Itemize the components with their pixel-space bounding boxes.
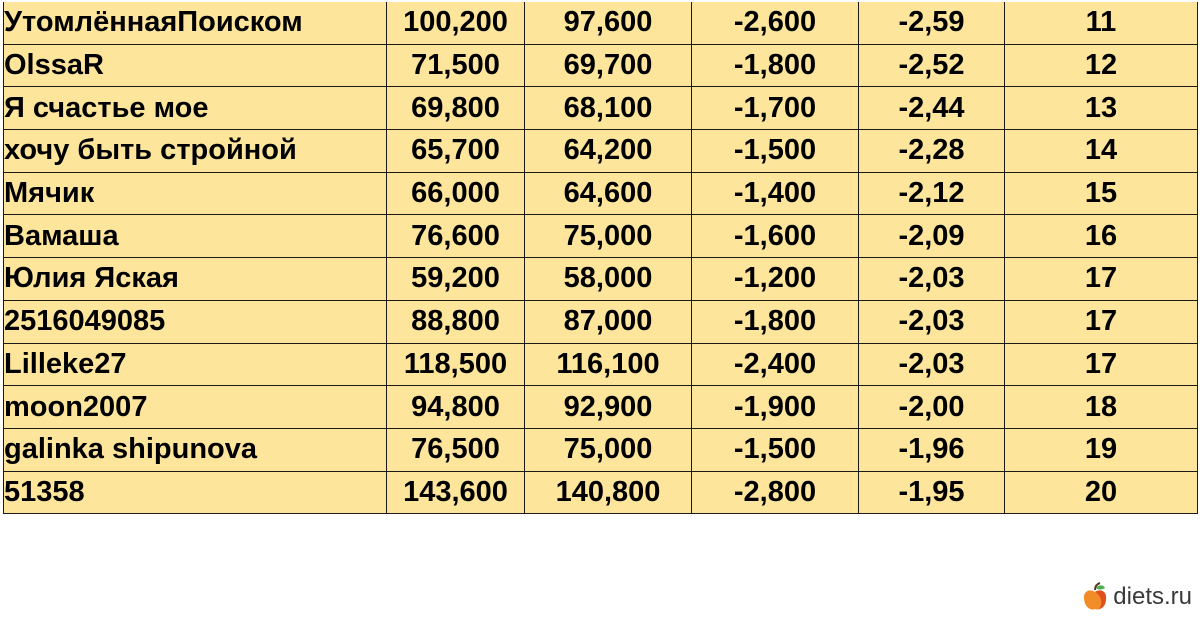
cell-name: 2516049085 — [4, 300, 387, 343]
table-row — [4, 428, 1198, 471]
cell-name: galinka shipunova — [4, 428, 387, 471]
cell-name: moon2007 — [4, 386, 387, 429]
table-row — [4, 44, 1198, 87]
cell-difference: -1,400 — [692, 172, 859, 215]
table-row — [4, 471, 1198, 514]
cell-difference: -1,800 — [692, 44, 859, 87]
cell-current-weight: 92,900 — [525, 386, 692, 429]
cell-current-weight: 97,600 — [525, 2, 692, 44]
cell-start-weight: 71,500 — [387, 44, 525, 87]
cell-rank: 17 — [1005, 258, 1198, 301]
cell-start-weight: 94,800 — [387, 386, 525, 429]
cell-name: Я счастье мое — [4, 87, 387, 130]
cell-difference-percent: -2,12 — [859, 172, 1005, 215]
table-row — [4, 300, 1198, 343]
cell-difference-percent: -2,03 — [859, 343, 1005, 386]
cell-rank: 14 — [1005, 130, 1198, 173]
cell-rank: 15 — [1005, 172, 1198, 215]
cell-difference: -2,600 — [692, 2, 859, 44]
cell-start-weight: 65,700 — [387, 130, 525, 173]
cell-difference-percent: -2,03 — [859, 300, 1005, 343]
cell-start-weight: 100,200 — [387, 2, 525, 44]
cell-current-weight: 75,000 — [525, 428, 692, 471]
logo-text: diets.ru — [1113, 583, 1192, 610]
cell-current-weight: 64,200 — [525, 130, 692, 173]
cell-current-weight: 75,000 — [525, 215, 692, 258]
diets-logo — [1081, 582, 1192, 612]
cell-difference: -2,800 — [692, 471, 859, 514]
cell-rank: 16 — [1005, 215, 1198, 258]
cell-start-weight: 118,500 — [387, 343, 525, 386]
cell-rank: 18 — [1005, 386, 1198, 429]
cell-current-weight: 68,100 — [525, 87, 692, 130]
cell-difference: -1,200 — [692, 258, 859, 301]
cell-start-weight: 88,800 — [387, 300, 525, 343]
table-row — [4, 215, 1198, 258]
cell-name: OlssaR — [4, 44, 387, 87]
cell-start-weight: 59,200 — [387, 258, 525, 301]
cell-difference-percent: -2,03 — [859, 258, 1005, 301]
cell-start-weight: 69,800 — [387, 87, 525, 130]
cell-current-weight: 69,700 — [525, 44, 692, 87]
cell-current-weight: 116,100 — [525, 343, 692, 386]
cell-difference: -1,700 — [692, 87, 859, 130]
cell-difference-percent: -2,09 — [859, 215, 1005, 258]
cell-difference-percent: -2,59 — [859, 2, 1005, 44]
table-row — [4, 172, 1198, 215]
cell-rank: 20 — [1005, 471, 1198, 514]
cell-name: 51358 — [4, 471, 387, 514]
cell-rank: 17 — [1005, 300, 1198, 343]
table-row — [4, 258, 1198, 301]
cell-current-weight: 58,000 — [525, 258, 692, 301]
table-row — [4, 130, 1198, 173]
cell-difference-percent: -2,44 — [859, 87, 1005, 130]
cell-difference-percent: -2,28 — [859, 130, 1005, 173]
cell-start-weight: 66,000 — [387, 172, 525, 215]
ranking-table — [3, 2, 1198, 514]
cell-rank: 13 — [1005, 87, 1198, 130]
cell-current-weight: 64,600 — [525, 172, 692, 215]
cell-difference: -2,400 — [692, 343, 859, 386]
table-row — [4, 87, 1198, 130]
apple-icon — [1081, 582, 1109, 612]
cell-name: УтомлённаяПоиском — [4, 2, 387, 44]
cell-start-weight: 76,600 — [387, 215, 525, 258]
cell-difference-percent: -2,00 — [859, 386, 1005, 429]
cell-name: Юлия Яская — [4, 258, 387, 301]
cell-name: хочу быть стройной — [4, 130, 387, 173]
cell-name: Мячик — [4, 172, 387, 215]
cell-difference: -1,900 — [692, 386, 859, 429]
cell-rank: 12 — [1005, 44, 1198, 87]
cell-rank: 11 — [1005, 2, 1198, 44]
cell-difference: -1,600 — [692, 215, 859, 258]
cell-current-weight: 87,000 — [525, 300, 692, 343]
cell-difference-percent: -2,52 — [859, 44, 1005, 87]
cell-start-weight: 143,600 — [387, 471, 525, 514]
cell-rank: 19 — [1005, 428, 1198, 471]
cell-difference: -1,500 — [692, 130, 859, 173]
cell-difference-percent: -1,96 — [859, 428, 1005, 471]
cell-rank: 17 — [1005, 343, 1198, 386]
table-row — [4, 386, 1198, 429]
cell-current-weight: 140,800 — [525, 471, 692, 514]
table-row — [4, 2, 1198, 44]
cell-difference: -1,800 — [692, 300, 859, 343]
cell-difference: -1,500 — [692, 428, 859, 471]
cell-name: Вамаша — [4, 215, 387, 258]
table-row — [4, 343, 1198, 386]
cell-difference-percent: -1,95 — [859, 471, 1005, 514]
cell-name: Lilleke27 — [4, 343, 387, 386]
cell-start-weight: 76,500 — [387, 428, 525, 471]
